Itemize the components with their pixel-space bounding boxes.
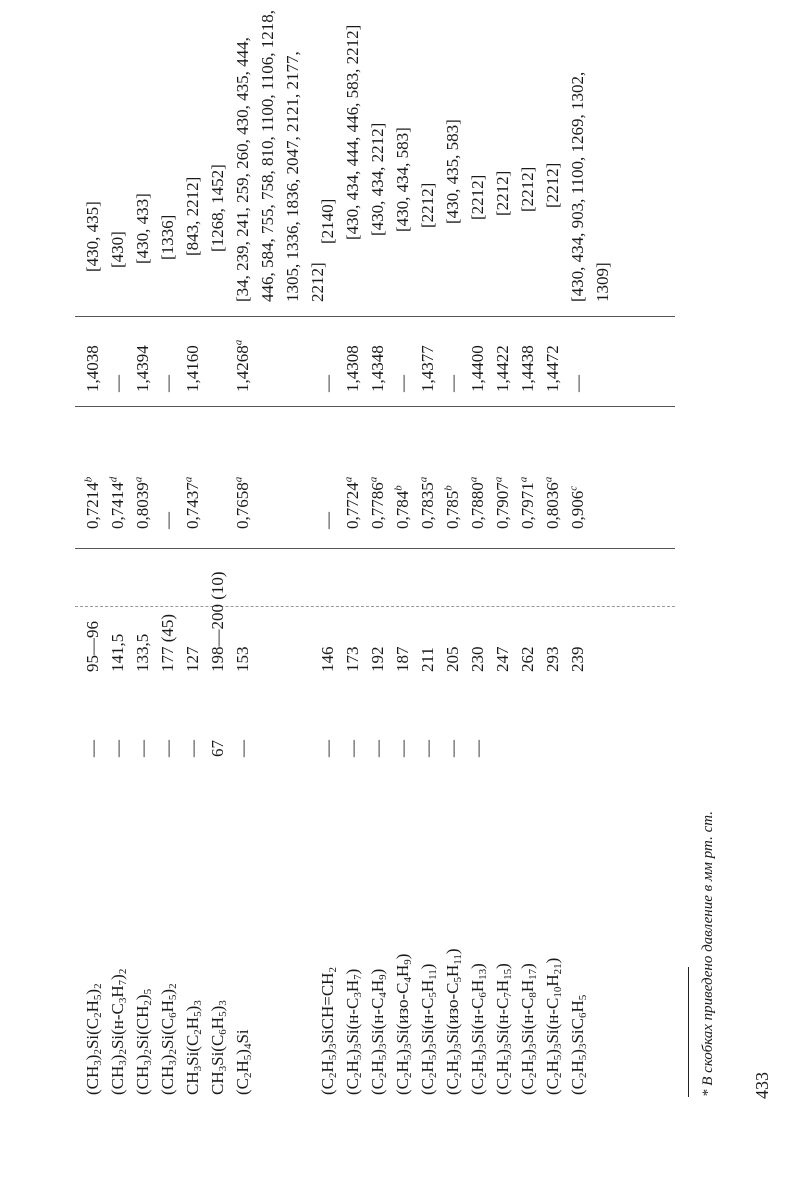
row-boiling-point: 247 [493,646,512,672]
row-formula: $(C_2H_5)_3Si(н-C_4H_9)$ [368,968,389,1095]
row-refractive-index: 1,4472 [543,345,562,392]
row-formula: $(C_2H_5)_3Si(н-C_7H_{15})$ [493,963,514,1095]
row-references: [430] [108,231,127,268]
row-refractive-index: 1,4348 [368,345,387,392]
row-density: 0,7724$^a$ [342,476,362,529]
row-references: [2212] [543,162,562,208]
row-formula: $(C_2H_5)_3SiCH=CH_2$ [318,967,339,1095]
row-melting-point: — [343,740,362,757]
row-melting-point: — [468,740,487,757]
row-melting-point: — [318,740,337,757]
row-references: [843, 2212] [183,176,202,256]
row-melting-point: — [183,740,202,757]
row-density: 0,7907$^a$ [492,476,512,529]
row-refractive-index: 1,4394 [133,345,152,392]
row-boiling-point: 173 [343,646,362,672]
column-rule [75,406,675,407]
footnote-rule [688,967,689,1097]
row-melting-point: — [158,740,177,757]
row-density: 0,785$^b$ [442,485,462,529]
row-references: [2212] [468,174,487,220]
column-rule [75,316,675,317]
row-references: [430, 434, 903, 1100, 1269, 1302, 1309] [568,71,612,302]
row-density: 0,7835$^a$ [417,476,437,529]
row-formula: $CH_3Si(C_2H_5)_3$ [183,1000,204,1095]
row-refractive-index: 1,4308 [343,345,362,392]
row-boiling-point: 133,5 [133,633,152,672]
row-refractive-index: — [443,375,462,392]
row-references: [34, 239, 241, 259, 260, 430, 435, 444, 446, 584, 755, 758, 810, 1100, 1106, 1218, 1305, 1336, 1836, 2047, 2121, 2177, 2212] [233,10,327,302]
row-references: [430, 434, 444, 446, 583, 2212] [343,24,362,240]
row-boiling-point: 293 [543,646,562,672]
row-refractive-index: — [158,375,177,392]
row-references: [430, 435] [83,201,102,272]
row-boiling-point: 198—200 (10) [208,571,227,672]
row-references: [430, 434, 2212] [368,122,387,236]
footnote: * В скобках приведено давление в мм рт. ст. [700,811,716,1097]
row-melting-point: — [233,740,252,757]
row-formula: $(C_2H_5)_3Si(н-C_8H_{17})$ [518,963,539,1095]
row-boiling-point: 192 [368,646,387,672]
row-boiling-point: 146 [318,646,337,672]
row-boiling-point: 141,5 [108,633,127,672]
row-boiling-point: 153 [233,646,252,672]
row-formula: $(CH_3)_2Si(C_6H_5)_2$ [158,983,179,1095]
column-rule [75,606,675,607]
row-boiling-point: 177 (45) [158,613,177,672]
row-melting-point: — [393,740,412,757]
row-boiling-point: 127 [183,646,202,672]
row-references: [2212] [518,166,537,212]
row-density: 0,784$^b$ [392,485,412,529]
row-density: 0,7786$^a$ [367,476,387,529]
row-density: 0,7880$^a$ [467,476,487,529]
page-number: 433 [752,1072,772,1099]
row-formula: $CH_3Si(C_6H_5)_3$ [208,1000,229,1095]
row-formula: $(CH_3)_2Si(C_2H_5)_2$ [83,983,104,1095]
row-formula: $(C_2H_5)_3Si(н-C_{10}H_{21})$ [543,957,564,1095]
row-refractive-index: — [108,375,127,392]
row-refractive-index: 1,4438 [518,345,537,392]
row-density: 0,8039$^a$ [132,476,152,529]
row-melting-point: — [108,740,127,757]
row-references: [2140] [318,198,337,244]
row-formula: $(C_2H_5)_3Si(изо-C_4H_9)$ [393,953,414,1095]
row-melting-point: — [83,740,102,757]
row-references: [1336] [158,214,177,260]
row-references: [430, 435, 583] [443,119,462,224]
row-formula: $(C_2H_5)_3Si(изо-C_5H_{11})$ [443,948,464,1095]
row-melting-point: — [133,740,152,757]
row-density: — [158,512,177,529]
row-density: 0,7414$^d$ [107,476,127,529]
row-formula: $(C_2H_5)_4Si$ [233,1029,254,1095]
row-refractive-index: 1,4268$^a$ [232,339,252,392]
row-refractive-index: 1,4422 [493,345,512,392]
row-boiling-point: 95—96 [83,621,102,672]
row-refractive-index: — [568,375,587,392]
row-density: 0,7971$^a$ [517,476,537,529]
row-formula: $(C_2H_5)_3Si(н-C_5H_{11})$ [418,963,439,1095]
row-density: 0,7214$^b$ [82,476,102,529]
row-boiling-point: 187 [393,646,412,672]
row-boiling-point: 239 [568,646,587,672]
row-density: 0,906$^c$ [567,485,587,529]
row-melting-point: — [443,740,462,757]
row-melting-point: 67 [208,740,227,757]
row-refractive-index: 1,4038 [83,345,102,392]
row-formula: $(CH_3)_2Si(н-C_3H_7)_2$ [108,968,129,1095]
row-references: [1268, 1452] [208,164,227,252]
row-formula: $(C_2H_5)_3Si(н-C_3H_7)$ [343,968,364,1095]
row-boiling-point: 230 [468,646,487,672]
row-melting-point: — [418,740,437,757]
row-melting-point: — [368,740,387,757]
row-references: [2212] [418,182,437,228]
row-boiling-point: 262 [518,646,537,672]
row-references: [430, 433] [133,193,152,264]
row-refractive-index: — [318,375,337,392]
row-references: [430, 434, 583] [393,127,412,232]
row-density: 0,7658$^a$ [232,476,252,529]
row-density: 0,7437$^a$ [182,476,202,529]
row-density: 0,8036$^a$ [542,476,562,529]
row-refractive-index: 1,4377 [418,345,437,392]
row-references: [2212] [493,170,512,216]
row-density: — [318,512,337,529]
row-formula: $(C_2H_5)_3SiC_6H_5$ [568,994,589,1095]
row-formula: $(CH_3)_2Si(CH_2)_5$ [133,988,154,1095]
row-refractive-index: — [393,375,412,392]
row-boiling-point: 205 [443,646,462,672]
row-refractive-index: 1,4400 [468,345,487,392]
column-rule [75,548,675,549]
row-formula: $(C_2H_5)_3Si(н-C_6H_{13})$ [468,963,489,1095]
row-boiling-point: 211 [418,647,437,672]
row-refractive-index: 1,4160 [183,345,202,392]
